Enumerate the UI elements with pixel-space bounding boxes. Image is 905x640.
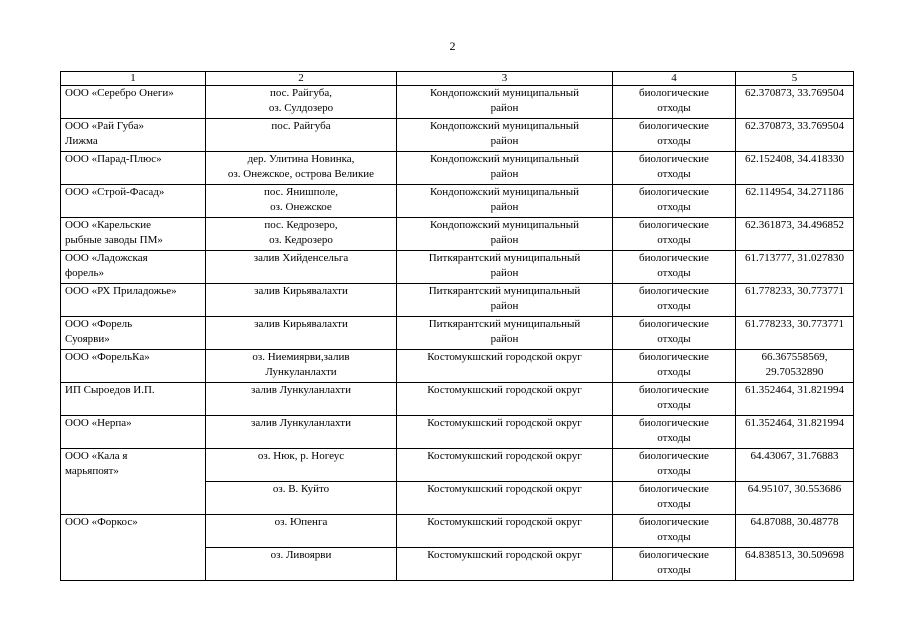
coordinates-cell: 64.95107, 30.553686 [736, 482, 854, 515]
district-cell: Костомукшский городской округ [397, 383, 613, 416]
coordinates-cell: 62.361873, 34.496852 [736, 218, 854, 251]
waste-type-cell: биологические отходы [613, 350, 736, 383]
district-cell: Кондопожский муниципальный район [397, 86, 613, 119]
location-cell: пос. Райгуба [206, 119, 397, 152]
district-cell: Костомукшский городской округ [397, 416, 613, 449]
location-cell: оз. Ливоярви [206, 548, 397, 581]
table-row [61, 218, 854, 251]
location-cell: пос. Янишполе, оз. Онежское [206, 185, 397, 218]
location-cell: оз. Нюк, р. Ногеус [206, 449, 397, 482]
column-header-3: 3 [397, 72, 613, 86]
location-cell: оз. Юпенга [206, 515, 397, 548]
waste-type-cell: биологические отходы [613, 317, 736, 350]
location-cell: залив Лункуланлахти [206, 383, 397, 416]
organization-cell: ООО «Рай Губа» Лижма [61, 119, 206, 152]
district-cell: Костомукшский городской округ [397, 482, 613, 515]
waste-type-cell: биологические отходы [613, 383, 736, 416]
organization-cell: ООО «Форель Суоярви» [61, 317, 206, 350]
organization-cell: ООО «Строй-Фасад» [61, 185, 206, 218]
district-cell: Кондопожский муниципальный район [397, 185, 613, 218]
district-cell: Питкярантский муниципальный район [397, 284, 613, 317]
table-row [61, 251, 854, 284]
coordinates-cell: 62.370873, 33.769504 [736, 86, 854, 119]
coordinates-cell: 61.352464, 31.821994 [736, 383, 854, 416]
table-body [61, 86, 854, 581]
coordinates-cell: 61.778233, 30.773771 [736, 284, 854, 317]
table-row [61, 515, 854, 548]
column-header-4: 4 [613, 72, 736, 86]
waste-type-cell: биологические отходы [613, 284, 736, 317]
coordinates-cell: 66.367558569, 29.70532890 [736, 350, 854, 383]
table-row [61, 284, 854, 317]
location-cell: дер. Улитина Новинка, оз. Онежское, острова Великие [206, 152, 397, 185]
location-cell: пос. Кедрозеро, оз. Кедрозеро [206, 218, 397, 251]
coordinates-cell: 62.152408, 34.418330 [736, 152, 854, 185]
coordinates-cell: 64.87088, 30.48778 [736, 515, 854, 548]
column-header-1: 1 [61, 72, 206, 86]
page-number: 2 [449, 39, 456, 53]
coordinates-cell: 61.352464, 31.821994 [736, 416, 854, 449]
table-row [61, 449, 854, 482]
organization-cell: ООО «РХ Приладожье» [61, 284, 206, 317]
table-row [61, 317, 854, 350]
table-row [61, 152, 854, 185]
district-cell: Питкярантский муниципальный район [397, 317, 613, 350]
location-cell: оз. Ниемиярви,залив Лункуланлахти [206, 350, 397, 383]
waste-type-cell: биологические отходы [613, 218, 736, 251]
district-cell: Костомукшский городской округ [397, 350, 613, 383]
district-cell: Костомукшский городской округ [397, 515, 613, 548]
waste-type-cell: биологические отходы [613, 119, 736, 152]
waste-type-cell: биологические отходы [613, 251, 736, 284]
location-cell: залив Кирьявалахти [206, 317, 397, 350]
waste-type-cell: биологические отходы [613, 86, 736, 119]
coordinates-cell: 61.778233, 30.773771 [736, 317, 854, 350]
organization-cell: ООО «ФорельКа» [61, 350, 206, 383]
organization-cell: ИП Сыроедов И.П. [61, 383, 206, 416]
table-row [61, 350, 854, 383]
coordinates-cell: 62.370873, 33.769504 [736, 119, 854, 152]
table-row [61, 119, 854, 152]
district-cell: Костомукшский городской округ [397, 449, 613, 482]
table-row [61, 86, 854, 119]
waste-type-cell: биологические отходы [613, 416, 736, 449]
waste-type-cell: биологические отходы [613, 185, 736, 218]
district-cell: Питкярантский муниципальный район [397, 251, 613, 284]
waste-type-cell: биологические отходы [613, 449, 736, 482]
table-header [61, 72, 854, 86]
location-cell: залив Лункуланлахти [206, 416, 397, 449]
table-row [61, 383, 854, 416]
location-cell: залив Кирьявалахти [206, 284, 397, 317]
organization-cell: ООО «Кала я марьяпоят» [61, 449, 206, 515]
coordinates-cell: 64.43067, 31.76883 [736, 449, 854, 482]
location-cell: оз. В. Куйто [206, 482, 397, 515]
organization-cell: ООО «Ладожская форель» [61, 251, 206, 284]
district-cell: Костомукшский городской округ [397, 548, 613, 581]
district-cell: Кондопожский муниципальный район [397, 218, 613, 251]
header-row [61, 72, 854, 86]
organization-cell: ООО «Парад-Плюс» [61, 152, 206, 185]
coordinates-cell: 64.838513, 30.509698 [736, 548, 854, 581]
organization-cell: ООО «Нерпа» [61, 416, 206, 449]
coordinates-cell: 61.713777, 31.027830 [736, 251, 854, 284]
column-header-2: 2 [206, 72, 397, 86]
organization-cell: ООО «Форкос» [61, 515, 206, 581]
column-header-5: 5 [736, 72, 854, 86]
table-row [61, 416, 854, 449]
waste-type-cell: биологические отходы [613, 152, 736, 185]
organization-cell: ООО «Карельские рыбные заводы ПМ» [61, 218, 206, 251]
location-cell: пос. Райгуба, оз. Сулдозеро [206, 86, 397, 119]
district-cell: Кондопожский муниципальный район [397, 119, 613, 152]
waste-type-cell: биологические отходы [613, 548, 736, 581]
location-cell: залив Хийденсельга [206, 251, 397, 284]
table-row [61, 185, 854, 218]
waste-type-cell: биологические отходы [613, 482, 736, 515]
district-cell: Кондопожский муниципальный район [397, 152, 613, 185]
coordinates-cell: 62.114954, 34.271186 [736, 185, 854, 218]
organization-cell: ООО «Серебро Онеги» [61, 86, 206, 119]
registry-table [60, 71, 854, 581]
waste-type-cell: биологические отходы [613, 515, 736, 548]
